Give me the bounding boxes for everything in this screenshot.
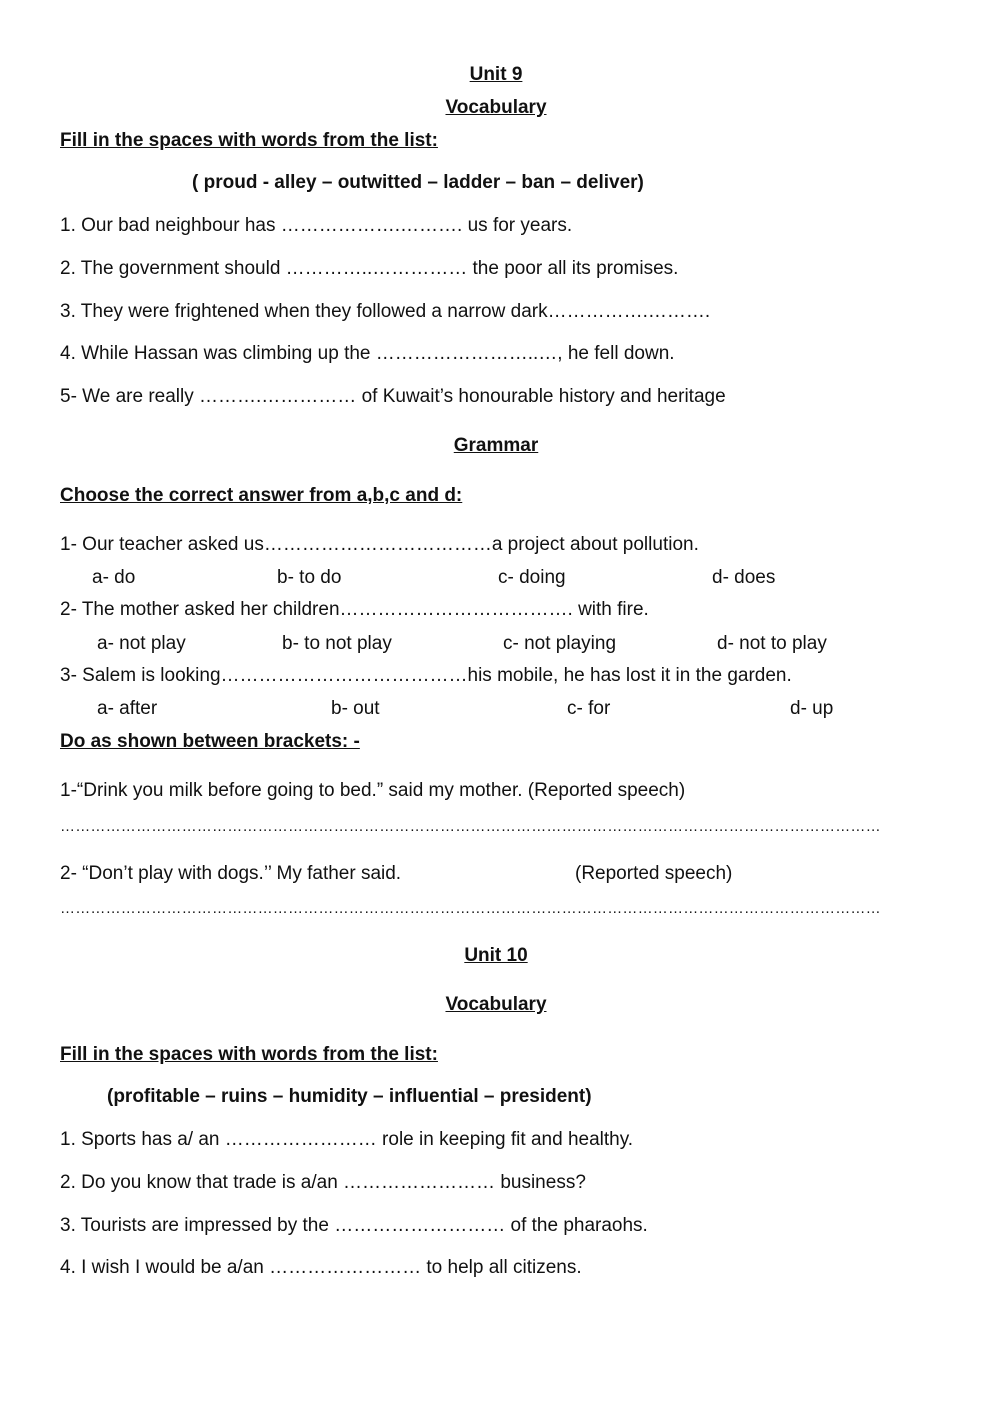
question-2-option-c: c- not playing bbox=[503, 633, 617, 654]
grammar-question-3: 3- Salem is looking…………………………………his mobile, he has lost it in the garden. bbox=[60, 665, 792, 686]
question-2-option-d: d- not to play bbox=[717, 633, 827, 654]
grammar-heading: Grammar bbox=[453, 435, 539, 456]
question-3-option-d: d- up bbox=[790, 698, 834, 719]
question-3-option-c: c- for bbox=[567, 698, 611, 719]
unit9-vocab-item-5: 5- We are really ……….…………… of Kuwait’s honourable history and heritage bbox=[60, 386, 726, 407]
answer-line-1: ……………………………………………………………………………………………………………………………………………… bbox=[60, 818, 881, 835]
do-as-shown-instruction: Do as shown between brackets: - bbox=[60, 731, 360, 752]
reported-speech-2-hint: (Reported speech) bbox=[575, 863, 733, 884]
unit9-vocab-item-2: 2. The government should …………..…………… the poor all its promises. bbox=[60, 258, 679, 279]
grammar-instruction: Choose the correct answer from a,b,c and d: bbox=[60, 485, 463, 506]
reported-speech-1: 1-“Drink you milk before going to bed.” said my mother. (Reported speech) bbox=[60, 780, 686, 801]
grammar-question-1: 1- Our teacher asked us………………………………a project about pollution. bbox=[60, 534, 699, 555]
question-1-option-a: a- do bbox=[92, 567, 136, 588]
answer-line-2: ……………………………………………………………………………………………………………………………………………… bbox=[60, 900, 881, 917]
reported-speech-2: 2- “Don’t play with dogs.’’ My father said. bbox=[60, 863, 402, 884]
unit10-vocab-item-3: 3. Tourists are impressed by the ……………………… of the pharaohs. bbox=[60, 1215, 648, 1236]
question-1-option-b: b- to do bbox=[277, 567, 342, 588]
unit9-vocab-instruction: Fill in the spaces with words from the list: bbox=[60, 130, 438, 151]
unit10-vocab-item-2: 2. Do you know that trade is a/an …………………… business? bbox=[60, 1172, 586, 1193]
unit10-word-list: (profitable – ruins – humidity – influential – president) bbox=[107, 1086, 592, 1107]
unit10-title: Unit 10 bbox=[464, 945, 528, 966]
unit10-vocab-item-1: 1. Sports has a/ an …………………… role in keeping fit and healthy. bbox=[60, 1129, 634, 1150]
question-2-option-b: b- to not play bbox=[282, 633, 392, 654]
question-2-option-a: a- not play bbox=[97, 633, 186, 654]
question-3-option-b: b- out bbox=[331, 698, 380, 719]
unit9-vocabulary-heading: Vocabulary bbox=[445, 97, 547, 118]
unit10-vocabulary-heading: Vocabulary bbox=[445, 994, 547, 1015]
unit9-vocab-item-1: 1. Our bad neighbour has ……………….………. us for years. bbox=[60, 215, 573, 236]
unit10-vocab-item-4: 4. I wish I would be a/an …………………… to help all citizens. bbox=[60, 1257, 582, 1278]
unit9-vocab-item-4: 4. While Hassan was climbing up the ……………………..…, he fell down. bbox=[60, 343, 675, 364]
unit9-title: Unit 9 bbox=[469, 64, 523, 85]
unit10-vocab-instruction: Fill in the spaces with words from the list: bbox=[60, 1044, 438, 1065]
question-3-option-a: a- after bbox=[97, 698, 158, 719]
unit9-word-list: ( proud - alley – outwitted – ladder – ban – deliver) bbox=[192, 172, 644, 193]
grammar-question-2: 2- The mother asked her children………………………………. with fire. bbox=[60, 599, 649, 620]
unit9-vocab-item-3: 3. They were frightened when they followed a narrow dark…………….………. bbox=[60, 301, 711, 322]
question-1-option-c: c- doing bbox=[498, 567, 566, 588]
question-1-option-d: d- does bbox=[712, 567, 776, 588]
